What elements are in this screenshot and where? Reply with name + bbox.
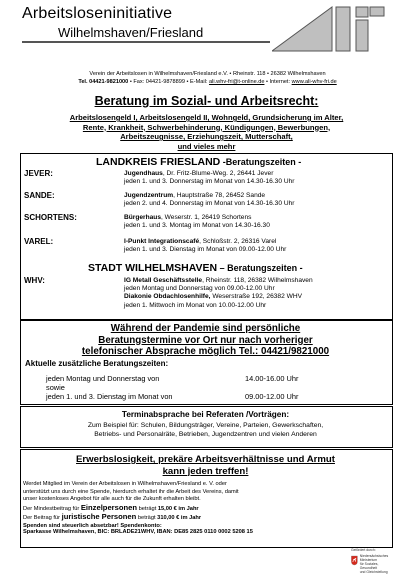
stadt-heading: STADT WILHELMSHAVEN – Beratungszeiten -: [88, 262, 303, 274]
location-entry: Jugendhaus, Dr. Fritz-Blume-Weg. 2, 26441 Jever jeden 1. und 3. Donnerstag im Monat von 14.30-16.30 Uhr: [124, 170, 295, 186]
funding-seal: [351, 548, 395, 574]
topic-list: [28, 113, 385, 151]
org-contact-line: [20, 79, 395, 85]
topic-line: Arbeitslosengeld I, Arbeitslosengeld II, Wohngeld, Grundsicherung im Alter,: [69, 113, 344, 122]
additional-times-days: jeden Montag und Donnerstag von sowie jeden 1. und 3. Dienstag im Monat von: [46, 374, 173, 401]
place-label: SCHORTENS:: [24, 213, 77, 222]
landkreis-heading: LANDKREIS FRIESLAND -Beratungszeiten -: [96, 156, 302, 168]
pandemic-heading: Während der Pandemie sind persönliche Beratungstermine vor Ort nur nach vorheriger telefonischer Absprache möglich Tel.: 04421/9821000: [81, 323, 330, 357]
org-title-line2: Wilhelmshaven/Friesland: [58, 25, 204, 40]
contact-website-link[interactable]: www.ali-whv-fri.de: [291, 79, 337, 85]
contact-tel: Tel. 04421-9821000: [78, 79, 129, 85]
donation-note: Spenden sind steuerlich absetzbar! Spendenkonto:: [23, 522, 162, 529]
bank-details: Sparkasse Wilhelmshaven, BIC: BRLADE21WHV, IBAN: DE85 2825 0110 0002 5208 15: [23, 529, 253, 536]
place-label: VAREL:: [24, 237, 54, 246]
header-rule: [22, 41, 270, 43]
lectures-heading: Terminabsprache bei Referaten /Vorträgen:: [121, 410, 290, 419]
topic-line: und vieles mehr: [177, 141, 236, 151]
contact-email-link[interactable]: ali.whv-fri@t-online.de: [209, 79, 265, 85]
location-entry: Jugendzentrum, Hauptstraße 78, 26452 Sande jeden 2. und 4. Donnerstag im Monat von 14.30-16.30 Uhr: [124, 192, 295, 208]
topic-line: Arbeitszeugnisse, Erziehungszeit, Mutterschaft,: [120, 132, 293, 141]
location-entry: I-Punkt Integrationscafé, Schloßstr. 2, 26316 Varel jeden 1. und 3. Dienstag im Monat von 09.00-12.00 Uhr: [124, 238, 287, 254]
lower-saxony-horse-icon: [351, 554, 358, 567]
ali-logo: [272, 4, 392, 67]
seal-label: Gefördert durch:: [351, 548, 376, 552]
contact-fax: • Fax: 04421-9878899 • E-Mail:: [128, 79, 210, 85]
contact-internet-label: • Internet:: [264, 79, 292, 85]
place-label: WHV:: [24, 276, 45, 285]
location-entry: IG Metall Geschäftsstelle, Rheinstr. 118, 26382 Wilhelmshaven jeden Montag und Donnerstag von 09.00-12.00 Uhr Diakonie Obdachlosenhilfe, Weserstraße 192, 26382 WHV jeden 1. Mittwoch im Monat von 10.00-12.00 Uhr: [124, 277, 313, 309]
place-label: JEVER:: [24, 169, 53, 178]
additional-times-hours: 14.00-16.00 Uhr 09.00-12.00 Uhr: [245, 374, 299, 401]
topic-line: Rente, Krankheit, Schwerbehinderung, Kündigungen, Bewerbungen,: [82, 122, 331, 132]
org-title-line1: Arbeitsloseninitiative: [22, 5, 173, 22]
lectures-text: Zum Beispiel für: Schulen, Bildungsträger, Vereine, Parteien, Gewerkschaften, Betriebs- und Personalräte, Betrieben, Jugendzentren und vielen Anderen: [87, 422, 324, 438]
additional-times-heading: Aktuelle zusätzliche Beratungszeiten:: [25, 359, 169, 368]
page-headline: Beratung im Sozial- und Arbeitsrecht:: [94, 94, 319, 108]
membership-text: Werdet Mitglied im Verein der Arbeitslosen in Wilhelmshaven/Friesland e. V. oder unterstützt uns durch eine Spende, hierdurch erhaltet ihr die Arbeit des Vereins, damit unser kostenloses Angebot für alle auch für die Zukunft erhalten bleibt. Der Mindestbeitrag für Einzelpersonen beträgt 15,00 € im Jahr Der Beitrag für juristische Personen beträgt 310,00 € im Jahr Spenden sind steuerlich absetzbar! Spendenkonto: Sparkasse Wilhelmshaven, BIC: BRLADE21WHV, IBAN: DE85 2825 0110 0002 5208 15: [23, 481, 253, 536]
membership-heading: Erwerbslosigkeit, prekäre Arbeitsverhältnisse und Armut kann jeden treffen!: [76, 454, 335, 477]
place-label: SANDE:: [24, 191, 55, 200]
location-entry: Bürgerhaus, Weserstr. 1, 26419 Schortens jeden 1. und 3. Montag im Monat von 14.30-16.30: [124, 214, 270, 230]
ministry-name: Niedersächsisches Ministerium für Soziales, Gesundheit und Gleichstellung: [359, 554, 389, 574]
org-address-line: Verein der Arbeitslosen in Wilhelmshaven/Friesland e.V. • Rheinstr. 118 • 26382 Wilhelmshaven: [89, 71, 326, 77]
